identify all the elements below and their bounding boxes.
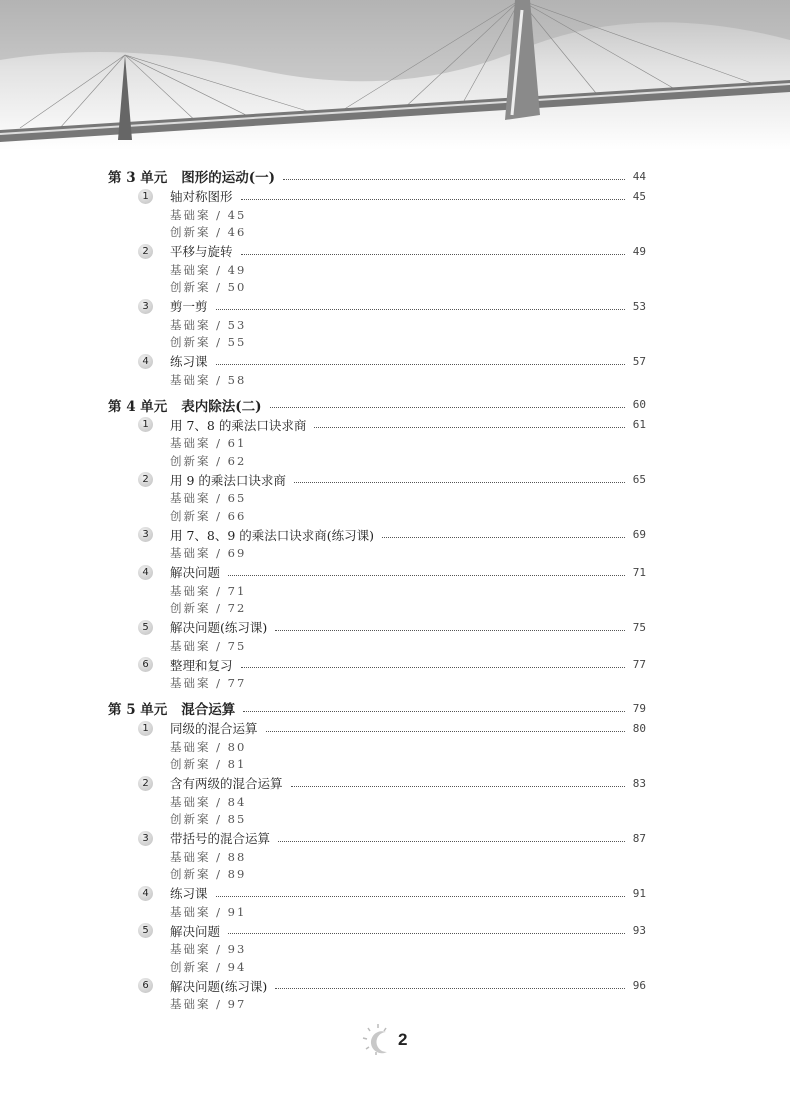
unit-title: 混合运算 xyxy=(181,702,236,718)
page-number: 75 xyxy=(632,620,646,634)
toc-lesson-entry[interactable] xyxy=(108,883,646,903)
page-number: 53 xyxy=(632,299,646,313)
page-number: 45 xyxy=(632,189,646,203)
toc-unit-entry[interactable] xyxy=(108,698,646,718)
toc-sub-entry[interactable]: 基础案 / 53 xyxy=(170,317,247,332)
dot-leader xyxy=(275,988,624,989)
dot-leader xyxy=(275,630,624,631)
lesson-title: 用 7、8、9 的乘法口诀求商(练习课) xyxy=(170,527,375,543)
lesson-title: 平移与旋转 xyxy=(170,244,233,259)
unit-label: 第 3 单元 xyxy=(108,170,168,186)
lesson-number-badge: 4 xyxy=(138,565,153,580)
unit-title: 图形的运动(一) xyxy=(181,170,276,186)
dot-leader xyxy=(216,896,625,897)
page-number: 2 xyxy=(398,1030,408,1049)
lesson-number-badge: 5 xyxy=(138,923,153,938)
toc-lesson-entry[interactable] xyxy=(108,562,646,582)
toc-sub-entry[interactable]: 基础案 / 80 xyxy=(170,739,247,754)
table-of-contents xyxy=(108,166,646,1013)
dot-leader xyxy=(243,711,624,712)
page-number: 96 xyxy=(632,979,646,992)
dot-leader xyxy=(314,427,624,428)
dot-leader xyxy=(382,537,625,538)
page-number: 60 xyxy=(632,398,646,411)
toc-lesson-entry[interactable] xyxy=(108,470,646,490)
dot-leader xyxy=(216,364,625,365)
toc-sub-entry[interactable]: 创新案 / 66 xyxy=(170,508,247,523)
toc-sub-entry[interactable]: 基础案 / 58 xyxy=(170,372,247,387)
dot-leader xyxy=(241,199,625,200)
lesson-title: 同级的混合运算 xyxy=(170,721,258,736)
toc-lesson-entry[interactable] xyxy=(108,921,646,941)
toc-lesson-entry[interactable] xyxy=(108,241,646,261)
toc-lesson-entry[interactable] xyxy=(108,655,646,675)
toc-lesson-entry[interactable] xyxy=(108,525,646,545)
sun-moon-icon xyxy=(360,1022,396,1058)
dot-leader xyxy=(241,667,625,668)
page-footer xyxy=(360,1022,407,1058)
toc-lesson-entry[interactable] xyxy=(108,415,646,435)
toc-sub-entry[interactable]: 基础案 / 88 xyxy=(170,849,247,864)
dot-leader xyxy=(216,309,625,310)
lesson-number-badge: 2 xyxy=(138,776,153,791)
toc-sub-entry[interactable]: 创新案 / 46 xyxy=(170,225,247,240)
toc-sub-entry[interactable]: 基础案 / 61 xyxy=(170,436,247,451)
toc-sub-entry[interactable]: 创新案 / 72 xyxy=(170,601,247,616)
toc-sub-entry[interactable]: 基础案 / 45 xyxy=(170,207,247,222)
dot-leader xyxy=(278,841,625,842)
lesson-number-badge: 3 xyxy=(138,527,153,542)
dot-leader xyxy=(241,254,625,255)
toc-unit-entry[interactable] xyxy=(108,395,646,415)
lesson-number-badge: 1 xyxy=(138,189,153,204)
lesson-title: 练习课 xyxy=(170,886,208,901)
dot-leader xyxy=(228,933,625,934)
toc-lesson-entry[interactable] xyxy=(108,296,646,316)
lesson-number-badge: 1 xyxy=(138,417,153,432)
toc-sub-entry[interactable]: 基础案 / 49 xyxy=(170,262,247,277)
lesson-title: 轴对称图形 xyxy=(170,189,233,204)
toc-lesson-entry[interactable] xyxy=(108,351,646,371)
lesson-title: 解决问题 xyxy=(170,565,221,580)
toc-unit-entry[interactable] xyxy=(108,166,646,186)
page-number: 71 xyxy=(632,565,646,579)
page-number: 49 xyxy=(632,244,646,258)
toc-lesson-entry[interactable] xyxy=(108,828,646,848)
toc-lesson-entry[interactable] xyxy=(108,617,646,637)
lesson-title: 剪一剪 xyxy=(170,299,208,314)
dot-leader xyxy=(291,786,625,787)
page-number: 87 xyxy=(632,831,646,845)
toc-sub-entry[interactable]: 基础案 / 97 xyxy=(170,997,247,1012)
toc-lesson-entry[interactable] xyxy=(108,773,646,793)
lesson-number-badge: 4 xyxy=(138,354,153,369)
toc-sub-entry[interactable]: 创新案 / 55 xyxy=(170,335,247,350)
toc-sub-entry[interactable]: 创新案 / 94 xyxy=(170,959,247,974)
lesson-number-badge: 6 xyxy=(138,978,153,993)
toc-sub-entry[interactable]: 创新案 / 50 xyxy=(170,280,247,295)
header-banner xyxy=(0,0,790,150)
toc-sub-entry[interactable]: 创新案 / 85 xyxy=(170,812,247,827)
lesson-number-badge: 6 xyxy=(138,657,153,672)
page-number: 93 xyxy=(632,924,646,937)
dot-leader xyxy=(283,179,625,180)
lesson-title: 解决问题(练习课) xyxy=(170,620,268,635)
page-number: 69 xyxy=(632,528,646,541)
toc-lesson-entry[interactable] xyxy=(108,186,646,206)
lesson-title: 解决问题 xyxy=(170,923,221,939)
toc-sub-entry[interactable]: 创新案 / 89 xyxy=(170,867,247,882)
dot-leader xyxy=(294,482,625,483)
lesson-number-badge: 2 xyxy=(138,244,153,259)
lesson-title: 含有两级的混合运算 xyxy=(170,776,283,791)
page-number: 77 xyxy=(632,658,646,671)
dot-leader xyxy=(270,407,625,408)
dot-leader xyxy=(266,731,625,732)
page-number: 57 xyxy=(632,354,646,368)
page-number: 79 xyxy=(632,701,646,715)
lesson-title: 练习课 xyxy=(170,354,208,369)
lesson-number-badge: 3 xyxy=(138,299,153,314)
unit-label: 第 4 单元 xyxy=(108,398,168,415)
unit-title: 表内除法(二) xyxy=(181,398,262,415)
bridge-illustration xyxy=(0,0,790,150)
toc-sub-entry[interactable]: 基础案 / 65 xyxy=(170,491,247,506)
lesson-title: 用 9 的乘法口诀求商 xyxy=(170,472,286,488)
toc-sub-entry[interactable]: 创新案 / 62 xyxy=(170,453,247,468)
toc-sub-entry[interactable]: 基础案 / 91 xyxy=(170,904,247,919)
page-number: 91 xyxy=(632,886,646,900)
dot-leader xyxy=(228,575,625,576)
lesson-number-badge: 2 xyxy=(138,472,153,487)
page-number: 80 xyxy=(632,721,646,735)
page-number: 83 xyxy=(632,776,646,790)
toc-sub-entry[interactable]: 基础案 / 84 xyxy=(170,794,247,809)
lesson-number-badge: 4 xyxy=(138,886,153,901)
toc-sub-entry[interactable]: 创新案 / 81 xyxy=(170,757,247,772)
lesson-title: 用 7、8 的乘法口诀求商 xyxy=(170,417,307,433)
lesson-number-badge: 3 xyxy=(138,831,153,846)
lesson-number-badge: 1 xyxy=(138,721,153,736)
page-number: 61 xyxy=(632,418,646,431)
lesson-title: 带括号的混合运算 xyxy=(170,831,271,846)
toc-sub-entry[interactable]: 基础案 / 69 xyxy=(170,546,247,561)
toc-lesson-entry[interactable] xyxy=(108,718,646,738)
toc-lesson-entry[interactable] xyxy=(108,976,646,996)
page-number: 44 xyxy=(632,169,646,183)
lesson-title: 解决问题(练习课) xyxy=(170,978,268,994)
toc-sub-entry[interactable]: 基础案 / 93 xyxy=(170,942,247,957)
lesson-number-badge: 5 xyxy=(138,620,153,635)
toc-sub-entry[interactable]: 基础案 / 75 xyxy=(170,638,247,653)
toc-sub-entry[interactable]: 基础案 / 77 xyxy=(170,676,247,691)
toc-sub-entry[interactable]: 基础案 / 71 xyxy=(170,583,247,598)
unit-label: 第 5 单元 xyxy=(108,702,168,718)
page-number: 65 xyxy=(632,473,646,486)
lesson-title: 整理和复习 xyxy=(170,657,233,673)
